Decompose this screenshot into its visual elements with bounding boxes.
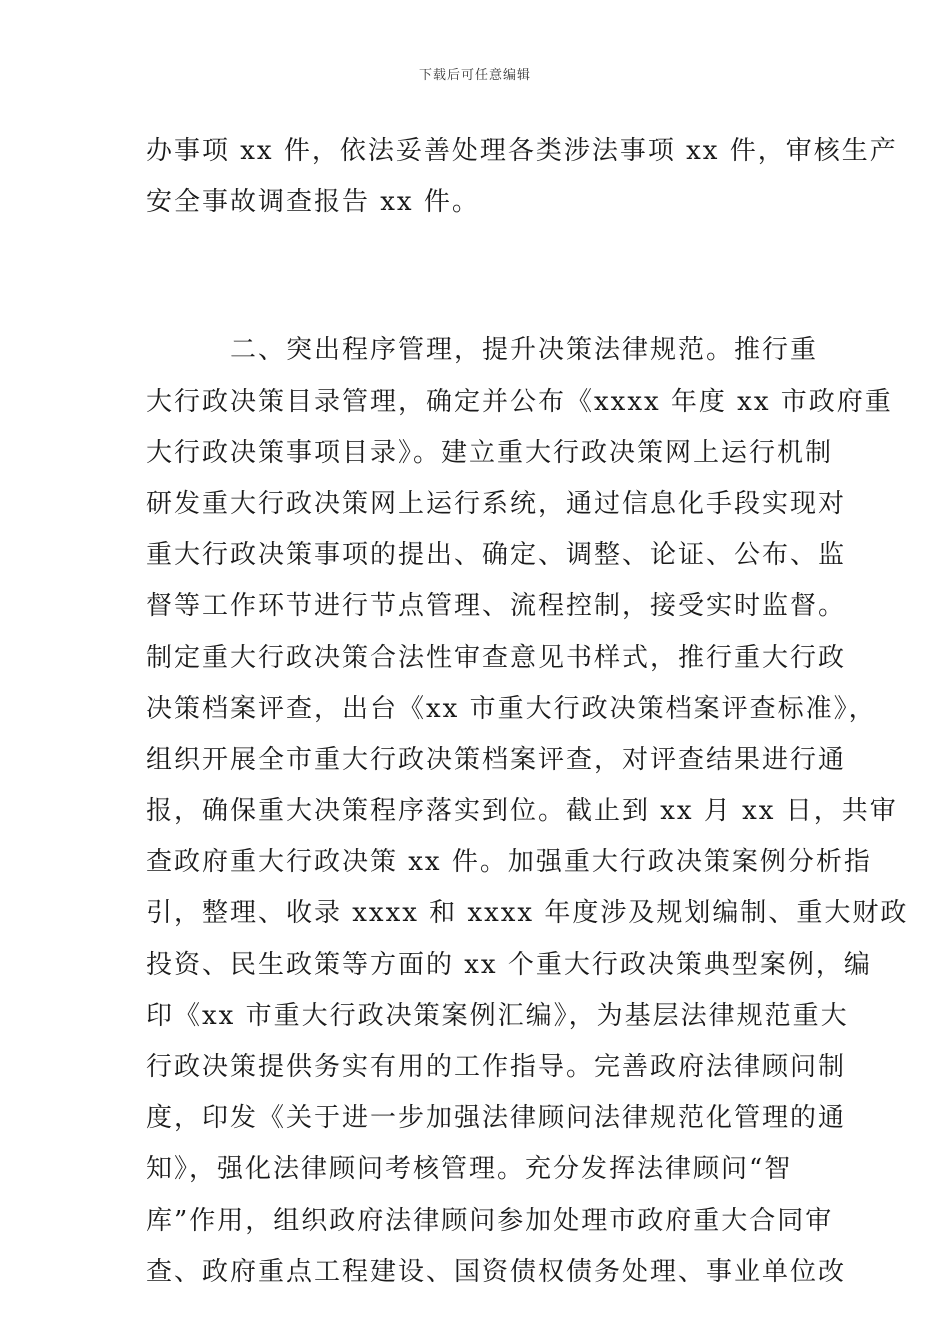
text-line: 投资、民生政策等方面的 xx 个重大行政决策典型案例，编 xyxy=(146,949,872,980)
section-heading-line: 二、突出程序管理，提升决策法律规范。推行重 xyxy=(146,335,819,366)
text-line: 查政府重大行政决策 xx 件。加强重大行政决策案例分析指 xyxy=(146,847,872,878)
text-line: 决策档案评查，出台《xx 市重大行政决策档案评查标准》， xyxy=(146,693,877,724)
text-line: 研发重大行政决策网上运行系统，通过信息化手段实现对 xyxy=(146,488,847,519)
text-line: 办事项 xx 件，依法妥善处理各类涉法事项 xx 件，审核生产 xyxy=(146,136,898,166)
text-line: 度，印发《关于进一步加强法律顾问法律规范化管理的通 xyxy=(146,1103,847,1134)
text-line: 知》，强化法律顾问考核管理。充分发挥法律顾问“智 xyxy=(146,1154,793,1185)
paragraph-2 xyxy=(146,325,909,1298)
text-line: 行政决策提供务实有用的工作指导。完善政府法律顾问制 xyxy=(146,1052,847,1082)
text-line: 引，整理、收录 xxxx 和 xxxx 年度涉及规划编制、重大财政 xyxy=(146,898,909,929)
text-line: 大行政决策事项目录》。建立重大行政决策网上运行机制 xyxy=(146,437,834,468)
text-line: 督等工作环节进行节点管理、流程控制，接受实时监督。 xyxy=(146,591,847,622)
text-line: 查、政府重点工程建设、国资债权债务处理、事业单位改 xyxy=(146,1256,847,1287)
text-line: 印《xx 市重大行政决策案例汇编》，为基层法律规范重大 xyxy=(146,1000,849,1031)
text-line: 重大行政决策事项的提出、确定、调整、论证、公布、监 xyxy=(146,540,847,571)
page-header: 下载后可任意编辑 xyxy=(418,68,531,83)
text-line: 报，确保重大决策程序落实到位。截止到 xx 月 xx 日，共审 xyxy=(146,796,898,827)
paragraph-1 xyxy=(146,126,898,228)
text-line: 库”作用，组织政府法律顾问参加处理市政府重大合同审 xyxy=(146,1205,834,1236)
text-line: 制定重大行政决策合法性审查意见书样式，推行重大行政 xyxy=(146,642,847,673)
text-line: 大行政决策目录管理，确定并公布《xxxx 年度 xx 市政府重 xyxy=(146,386,893,417)
text-line: 组织开展全市重大行政决策档案评查，对评查结果进行通 xyxy=(146,744,847,775)
paragraph-gap xyxy=(146,228,826,325)
text-line: 安全事故调查报告 xx 件。 xyxy=(146,187,480,218)
document-body xyxy=(146,126,909,1298)
